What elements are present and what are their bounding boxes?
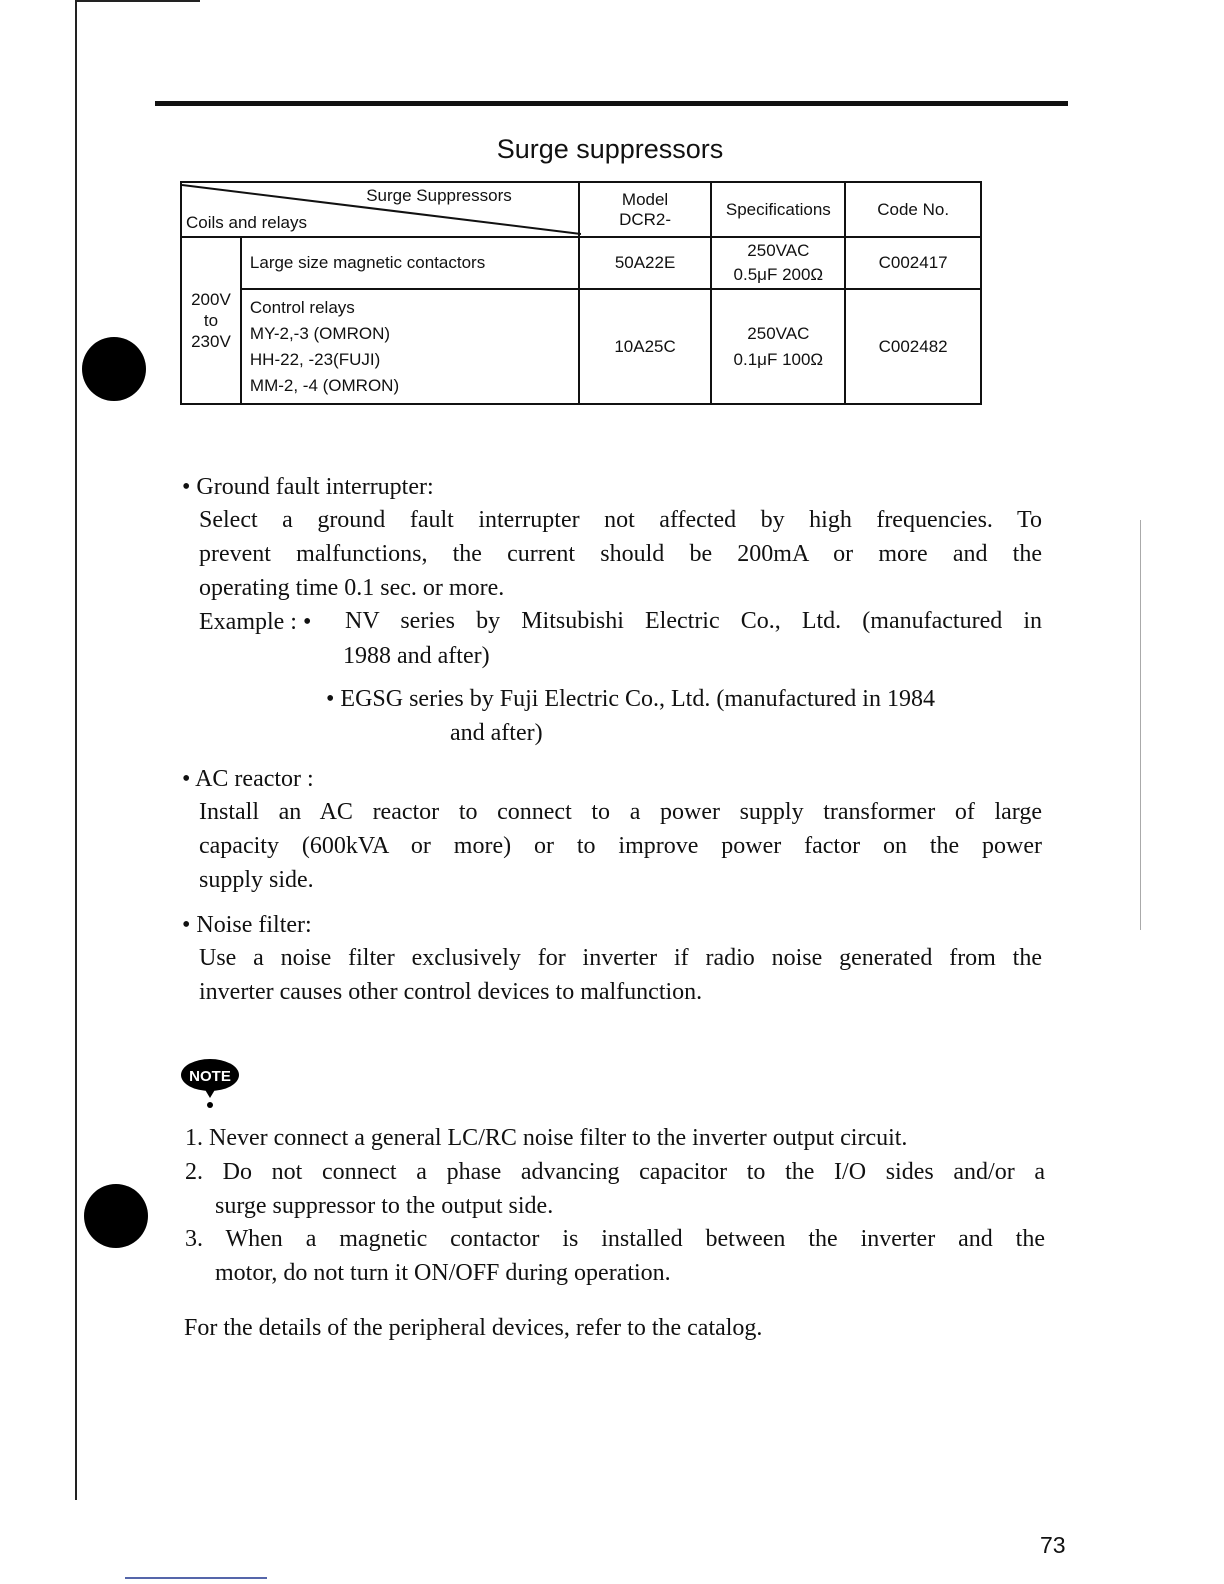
- row-code: C002417: [845, 237, 981, 289]
- ground-fault-line: operating time 0.1 sec. or more.: [199, 575, 505, 601]
- row-model: 50A22E: [579, 237, 712, 289]
- table-row: [181, 237, 981, 289]
- header-specifications: Specifications: [711, 182, 845, 237]
- row-description: Large size magnetic contactors: [241, 237, 579, 289]
- header-code-no: Code No.: [845, 182, 981, 237]
- ground-fault-line: Select a ground fault interrupter not affected by high frequencies. To: [199, 507, 1042, 533]
- diagonal-header-cell: [181, 182, 579, 237]
- noise-filter-heading: • Noise filter:: [182, 912, 312, 938]
- note-item-2-line: surge suppressor to the output side.: [215, 1193, 554, 1219]
- footer-reference: For the details of the peripheral devices, refer to the catalog.: [184, 1315, 763, 1341]
- row-description: Control relays MY-2,-3 (OMRON) HH-22, -23(FUJI) MM-2, -4 (OMRON): [241, 289, 579, 404]
- example-label: Example : •: [199, 609, 312, 635]
- header-coils-relays: Coils and relays: [186, 213, 307, 232]
- ac-reactor-line: supply side.: [199, 867, 314, 893]
- section-title: Surge suppressors: [496, 134, 724, 164]
- page-number: 73: [1040, 1532, 1066, 1558]
- header-surge-suppressors: Surge Suppressors: [366, 186, 512, 205]
- page-right-mark: [1140, 520, 1141, 930]
- example-1-line: NV series by Mitsubishi Electric Co., Ltd. (manufactured in: [345, 608, 1042, 634]
- note-item-3-line: 3. When a magnetic contactor is installed between the inverter and the: [185, 1226, 1045, 1252]
- voltage-cell: 200V to 230V: [181, 237, 241, 404]
- ac-reactor-line: capacity (600kVA or more) or to improve power factor on the power: [199, 833, 1042, 859]
- row-model: 10A25C: [579, 289, 712, 404]
- page-top-border: [75, 0, 200, 2]
- header-model: Model DCR2-: [579, 182, 712, 237]
- row-code: C002482: [845, 289, 981, 404]
- note-icon: [180, 1058, 240, 1110]
- page-bottom-mark: [125, 1577, 267, 1579]
- note-item-2-line: 2. Do not connect a phase advancing capacitor to the I/O sides and/or a: [185, 1159, 1045, 1185]
- table-row: [181, 289, 981, 404]
- surge-suppressor-table: [180, 181, 982, 405]
- page-left-border: [75, 0, 77, 1500]
- example-2-line: • EGSG series by Fuji Electric Co., Ltd. (manufactured in 1984: [326, 686, 935, 712]
- note-label: NOTE: [189, 1068, 231, 1085]
- noise-filter-line: Use a noise filter exclusively for inverter if radio noise generated from the: [199, 945, 1042, 971]
- ground-fault-heading: • Ground fault interrupter:: [182, 474, 434, 500]
- note-item-3-line: motor, do not turn it ON/OFF during operation.: [215, 1260, 671, 1286]
- row-specification: 250VAC 0.5μF 200Ω: [711, 237, 845, 289]
- row-specification: 250VAC 0.1μF 100Ω: [711, 289, 845, 404]
- example-1-line: 1988 and after): [343, 643, 490, 669]
- note-item-1: 1. Never connect a general LC/RC noise filter to the inverter output circuit.: [185, 1125, 908, 1151]
- ground-fault-line: prevent malfunctions, the current should be 200mA or more and the: [199, 541, 1042, 567]
- header-rule: [155, 101, 1068, 106]
- binding-hole-top: [82, 337, 146, 401]
- noise-filter-line: inverter causes other control devices to malfunction.: [199, 979, 703, 1005]
- table-header-row: [181, 182, 981, 237]
- example-2-line: and after): [450, 720, 543, 746]
- binding-hole-bottom: [84, 1184, 148, 1248]
- ac-reactor-line: Install an AC reactor to connect to a power supply transformer of large: [199, 799, 1042, 825]
- ac-reactor-heading: • AC reactor :: [182, 766, 314, 792]
